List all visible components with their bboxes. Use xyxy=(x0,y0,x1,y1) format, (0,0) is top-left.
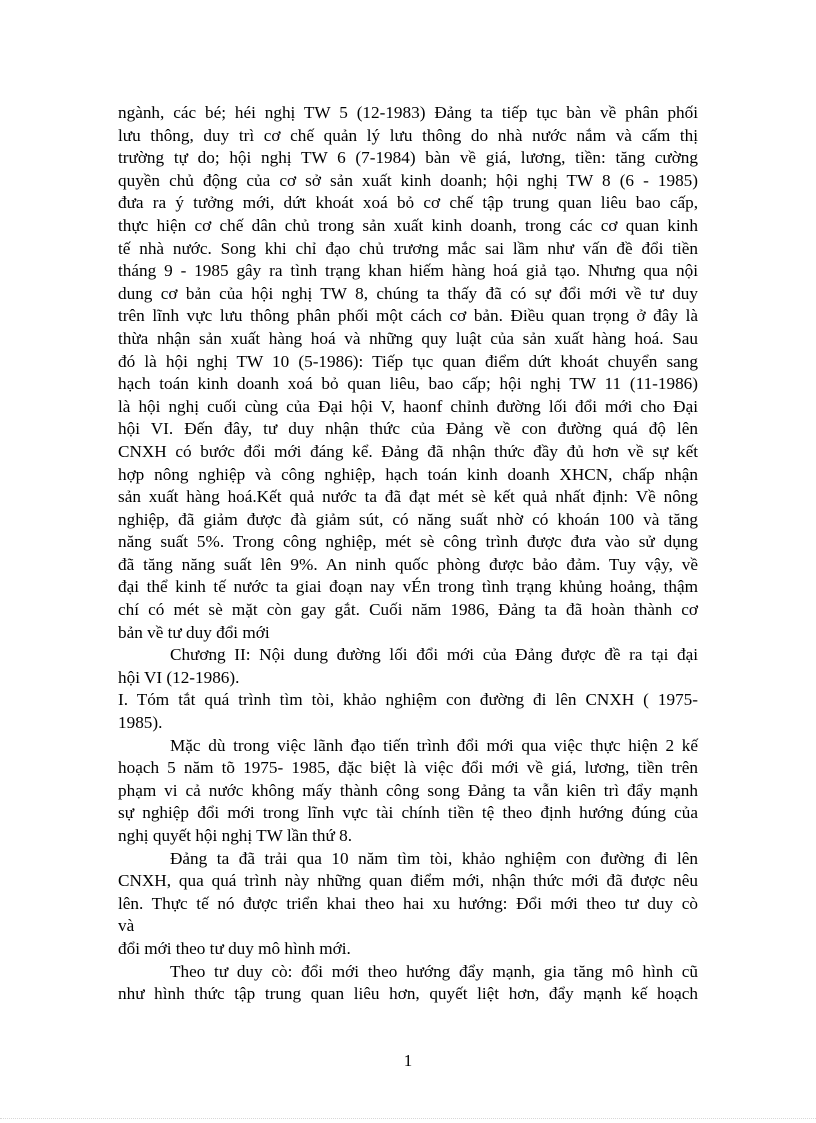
text-line: trên lĩnh vực lưu thông phân phối một cách cơ bản. Điều quan trọng ở đây là xyxy=(118,306,698,326)
text-line: thừa nhận sản xuất hàng hoá và những quy luật của sản xuất hàng hoá. Sau xyxy=(118,328,698,348)
text-line: thực hiện cơ chế dân chủ trong sản xuất kinh doanh, trong các cơ quan kinh xyxy=(118,215,698,235)
text-line: tháng 9 - 1985 gây ra tình trạng khan hiếm hàng hoá giả tạo. Nhưng qua nội xyxy=(118,261,698,281)
text-line: lưu thông, duy trì cơ chế quản lý lưu thông do nhà nước nắm và cấm thị xyxy=(118,125,698,145)
text-line: lên. Thực tế nó được triển khai theo hai xu hướng: Đổi mới theo tư duy cò xyxy=(118,893,698,913)
text-line: sản xuất hàng hoá.Kết quả nước ta đã đạt mét sè kết quả nhất định: Về nông xyxy=(118,487,698,507)
text-line: quyền chủ động của cơ sở sản xuất kinh doanh; hội nghị TW 8 (6 - 1985) xyxy=(118,170,698,190)
text-line: nghị quyết hội nghị TW lần thứ 8. xyxy=(118,826,353,845)
text-line: đổi mới theo tư duy mô hình mới. xyxy=(118,938,351,958)
text-line: là hội nghị cuối cùng của Đại hội V, haonf chỉnh đường lối đổi mới cho Đại xyxy=(118,396,698,416)
text-line: CNXH có bước đổi mới đáng kể. Đảng đã nhận thức đầy đủ hơn về sự kết xyxy=(118,441,698,461)
text-line: năng suất 5%. Trong công nghiệp, mét sè công trình được đưa vào sử dụng xyxy=(118,532,698,552)
page-number: 1 xyxy=(403,1051,413,1070)
text-line: phạm vi cả nước không mấy thành công song Đảng ta vẫn kiên trì đẩy mạnh xyxy=(118,780,698,800)
text-line: dung cơ bản của hội nghị TW 8, chúng ta thấy đã có sự đổi mới về tư duy xyxy=(118,283,698,303)
text-line: và xyxy=(118,916,135,936)
text-line: tế nhà nước. Song khi chỉ đạo chủ trương mắc sai lầm như vấn đề đổi tiền xyxy=(118,238,698,258)
body-text xyxy=(118,102,698,1006)
text-line: Mặc dù trong việc lãnh đạo tiến trình đổi mới qua việc thực hiện 2 kế xyxy=(170,735,698,755)
text-line: bản về tư duy đổi mới xyxy=(118,622,270,642)
text-line: ngành, các bé; héi nghị TW 5 (12-1983) Đảng ta tiếp tục bàn về phân phối xyxy=(118,103,698,122)
text-line: nghiệp, đã giảm được đà giảm sút, có năng suất nhờ có khoán 100 và tăng xyxy=(118,509,698,529)
text-line: trường tự do; hội nghị TW 6 (7-1984) bàn về giá, lương, tiền: tăng cường xyxy=(118,148,698,168)
page-bottom-border xyxy=(0,1118,816,1119)
section-heading-line: I. Tóm tắt quá trình tìm tòi, khảo nghiệm con đường đi lên CNXH ( 1975- xyxy=(118,690,698,710)
text-line: Theo tư duy cò: đổi mới theo hướng đẩy mạnh, gia tăng mô hình cũ xyxy=(170,961,698,981)
section-heading-line: 1985). xyxy=(118,713,163,733)
text-line: CNXH, qua quá trình này những quan điểm mới, nhận thức mới đã được nêu xyxy=(118,871,698,891)
text-line: đưa ra ý tưởng mới, dứt khoát xoá bỏ cơ chế tập trung quan liêu bao cấp, xyxy=(118,193,698,213)
text-line: sự nghiệp đổi mới trong lĩnh vực tài chính tiền tệ theo định hướng đúng của xyxy=(118,803,698,823)
text-line: hội VI. Đến đây, tư duy nhận thức của Đảng về con đường quá độ lên xyxy=(118,419,698,439)
text-line: hợp nông nghiệp và công nghiệp, hạch toán kinh doanh XHCN, chấp nhận xyxy=(118,464,698,484)
text-line: chí có mét sè mặt còn gay gắt. Cuối năm 1986, Đảng ta đã hoàn thành cơ xyxy=(118,600,698,620)
text-line: như hình thức tập trung quan liêu hơn, quyết liệt hơn, đẩy mạnh kế hoạch xyxy=(118,984,698,1004)
text-line: hoạch 5 năm tõ 1975- 1985, đặc biệt là việc đổi mới về giá, lương, tiền trên xyxy=(118,758,698,778)
text-line: Đảng ta đã trải qua 10 năm tìm tòi, khảo nghiệm con đường đi lên xyxy=(170,848,698,868)
text-line: đó là hội nghị TW 10 (5-1986): Tiếp tục quan điểm dứt khoát chuyển sang xyxy=(118,351,698,371)
text-line: hạch toán kinh doanh xoá bỏ quan liêu, bao cấp; hội nghị TW 11 (11-1986) xyxy=(118,374,698,394)
text-line: đại thể kinh tế nước ta giai đoạn nay vÉn trong tình trạng khủng hoảng, thậm xyxy=(118,577,698,597)
chapter-heading-line: Chương II: Nội dung đường lối đổi mới của Đảng được đề ra tại đại xyxy=(170,645,698,665)
chapter-heading-line: hội VI (12-1986). xyxy=(118,667,240,687)
text-line: đã tăng năng suất lên 9%. An ninh quốc phòng được bảo đảm. Tuy vậy, về xyxy=(118,554,698,574)
